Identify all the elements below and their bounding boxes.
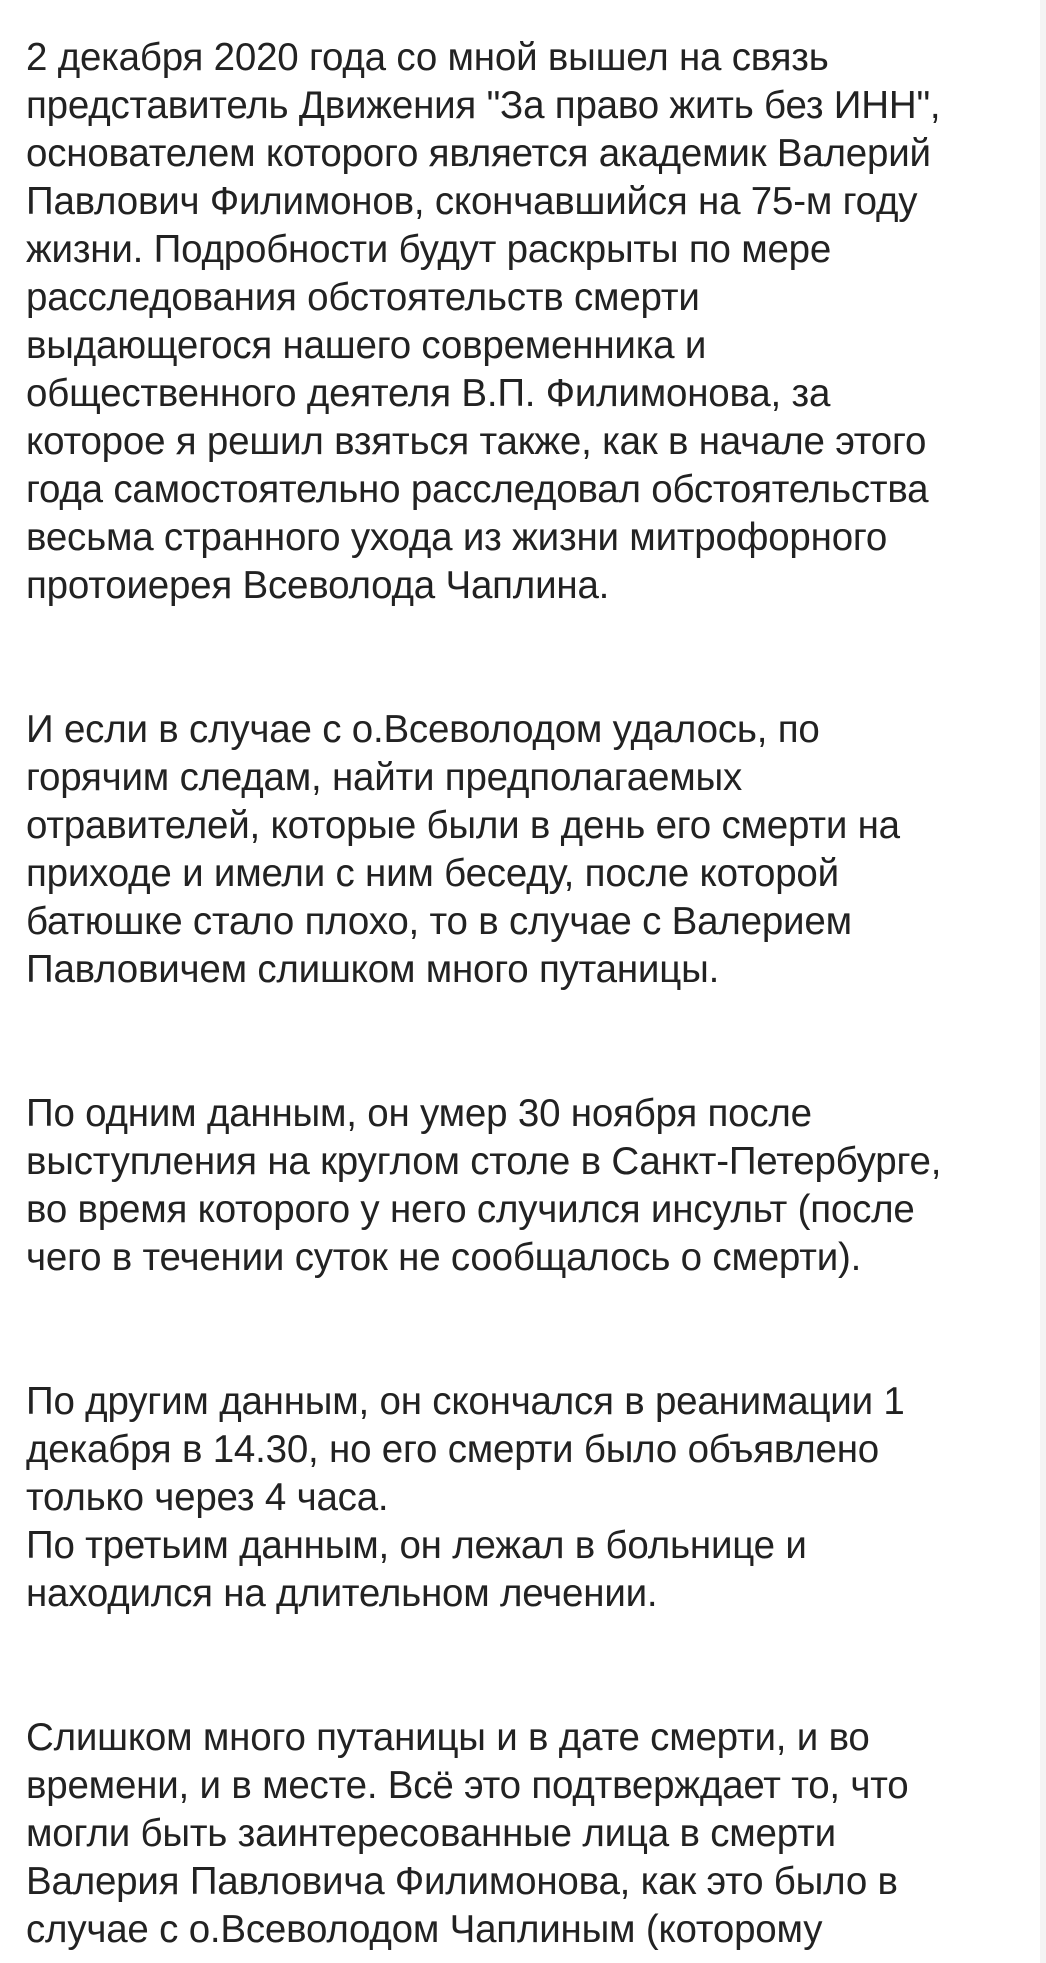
paragraph-5: Слишком много путаницы и в дате смерти, и во времени, и в месте. Всё это подтверждает то, что могли быть заинтересованные лица в смерти Валерия Павловича Филимонова, как это было в случае с о.Всеволодом Чаплиным (которому [26,1716,909,1951]
scroll-track[interactable] [1040,0,1046,1963]
paragraph-4: По другим данным, он скончался в реанимации 1 декабря в 14.30, но его смерти было объявлено только через 4 часа. По третьим данным, он лежал в больнице и находился на длительном лечении. [26,1380,905,1615]
paragraph-3: По одним данным, он умер 30 ноября после выступления на круглом столе в Санкт-Петербурге, во время которого у него случился инсульт (после чего в течении суток не сообщалось о смерти). [26,1092,942,1279]
paragraph-2: И если в случае с о.Всеволодом удалось, по горячим следам, найти предполагаемых отравителей, которые были в день его смерти на приходе и имели с ним беседу, после которой батюшке стало плохо, то в случае с Валерием Павловичем слишком много путаницы. [26,708,900,991]
article-body [26,34,1016,1954]
paragraph-1: 2 декабря 2020 года со мной вышел на связь представитель Движения "За право жить без ИНН", основателем которого является академик Валерий Павлович Филимонов, скончавшийся на 75-м году жизни. Подробности будут раскрыты по мере расследования обстоятельств смерти выдающегося нашего современника и общественного деятеля В.П. Филимонова, за которое я решил взяться также, как в начале этого года самостоятельно расследовал обстоятельства весьма странного ухода из жизни митрофорного протоиерея Всеволода Чаплина. [26,36,941,607]
